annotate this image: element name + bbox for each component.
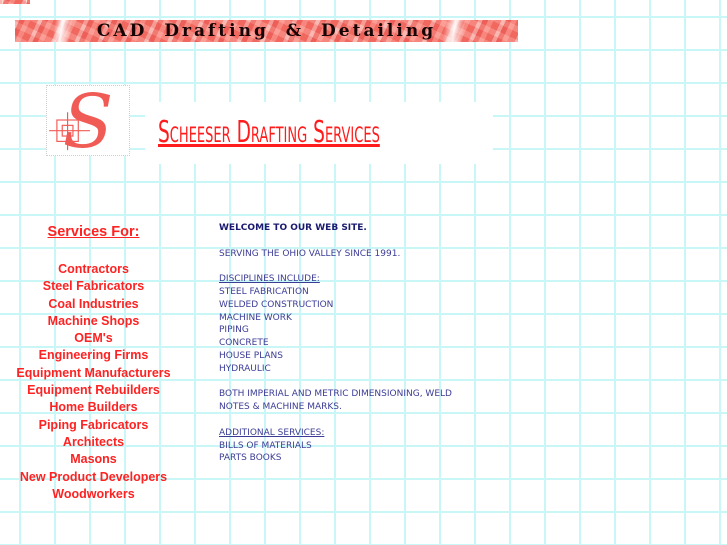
header-banner bbox=[15, 20, 518, 42]
welcome-text: WELCOME TO OUR WEB SITE. bbox=[219, 223, 367, 233]
company-logo bbox=[46, 85, 130, 156]
banner-title: CAD Drafting & Detailing bbox=[96, 20, 437, 41]
logo-s-letter: S bbox=[62, 86, 114, 155]
disciplines-heading: DISCIPLINES INCLUDE: bbox=[219, 274, 320, 285]
sidebar-item-steel-fabricators: Steel Fabricators bbox=[42, 279, 145, 294]
discipline-hydraulic: HYDRAULIC bbox=[219, 363, 271, 374]
discipline-piping: PIPING bbox=[219, 325, 249, 336]
site-title-area bbox=[145, 102, 493, 164]
services-heading: Services For: bbox=[47, 224, 140, 240]
sidebar-item-piping-fabricators: Piping Fabricators bbox=[38, 417, 149, 432]
additional-services-section bbox=[219, 427, 477, 465]
sidebar-item-masons: Masons bbox=[70, 452, 117, 467]
sidebar-item-home-builders: Home Builders bbox=[49, 400, 138, 415]
note-line-1: BOTH IMPERIAL AND METRIC DIMENSIONING, WELD bbox=[219, 389, 452, 400]
sidebar-item-engineering-firms: Engineering Firms bbox=[38, 348, 149, 363]
additional-bills-of-materials: BILLS OF MATERIALS bbox=[219, 440, 312, 451]
discipline-welded-construction: WELDED CONSTRUCTION bbox=[219, 299, 334, 310]
additional-services-heading: ADDITIONAL SERVICES: bbox=[219, 427, 325, 438]
sidebar-item-oems: OEM's bbox=[74, 331, 113, 346]
sidebar-item-machine-shops: Machine Shops bbox=[47, 313, 140, 328]
disciplines-section bbox=[219, 273, 477, 375]
sidebar-item-contractors: Contractors bbox=[58, 262, 129, 276]
marble-fragment bbox=[0, 0, 30, 4]
sidebar-item-coal-industries: Coal Industries bbox=[48, 296, 139, 311]
site-title-link[interactable]: Scheeser Drafting Services bbox=[158, 115, 380, 150]
discipline-machine-work: MACHINE WORK bbox=[219, 312, 292, 323]
sidebar-item-equipment-manufacturers: Equipment Manufacturers bbox=[16, 365, 171, 380]
sidebar-item-new-product-developers: New Product Developers bbox=[19, 469, 168, 484]
sidebar-item-woodworkers: Woodworkers bbox=[52, 486, 135, 501]
logo-s-graphic bbox=[47, 86, 129, 155]
main-content bbox=[219, 222, 477, 478]
services-sidebar bbox=[6, 223, 181, 503]
discipline-concrete: CONCRETE bbox=[219, 338, 269, 349]
discipline-house-plans: HOUSE PLANS bbox=[219, 350, 283, 361]
sidebar-item-architects: Architects bbox=[62, 434, 125, 449]
dimensioning-note bbox=[219, 388, 477, 414]
serving-text: SERVING THE OHIO VALLEY SINCE 1991. bbox=[219, 248, 401, 259]
additional-parts-books: PARTS BOOKS bbox=[219, 453, 282, 464]
discipline-steel-fabrication: STEEL FABRICATION bbox=[219, 286, 309, 297]
sidebar-item-equipment-rebuilders: Equipment Rebuilders bbox=[27, 383, 160, 398]
note-line-2: NOTES & MACHINE MARKS. bbox=[219, 402, 342, 413]
